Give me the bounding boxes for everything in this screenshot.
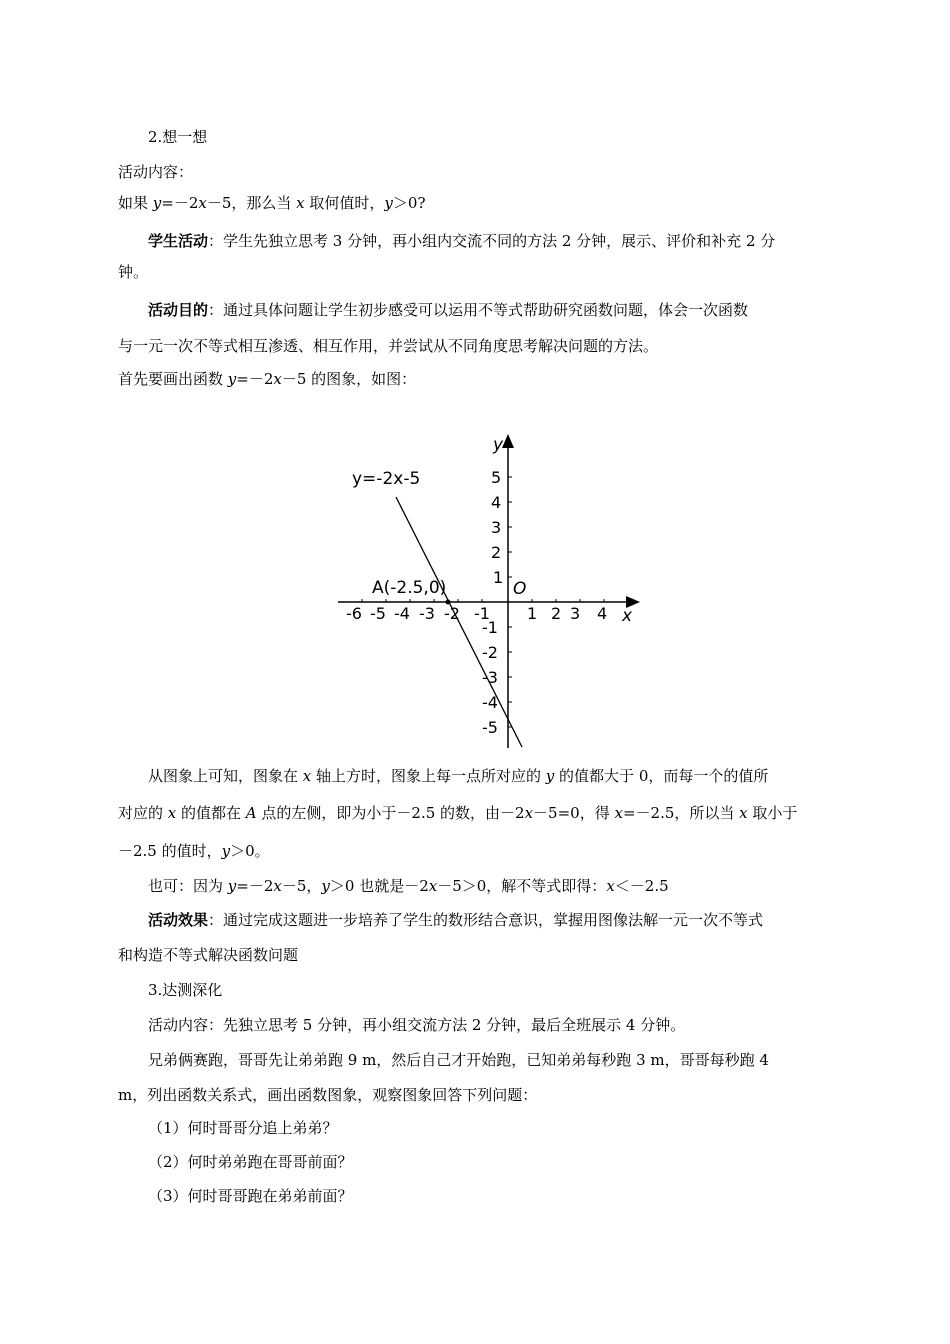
analysis-line-3: －2.5 的值时，y＞0。 bbox=[118, 842, 270, 860]
question-2: （2）何时弟弟跑在哥哥前面？ bbox=[148, 1153, 353, 1171]
y-tick-label: -1 bbox=[482, 618, 498, 637]
y-tick-label: 4 bbox=[491, 493, 502, 512]
x-axis-label: x bbox=[622, 606, 633, 626]
x-tick-label: -4 bbox=[394, 604, 410, 623]
x-tick-label: -6 bbox=[346, 604, 362, 623]
x-tick-label: -2 bbox=[444, 604, 460, 623]
function-graph bbox=[330, 430, 650, 750]
x-tick-labels bbox=[346, 604, 607, 623]
y-tick-label: -4 bbox=[482, 693, 498, 712]
x-tick-label: 2 bbox=[551, 604, 562, 623]
analysis-line-4: 也可：因为 y=－2x－5，y＞0 也就是－2x－5＞0，解不等式即得：x＜－2.5 bbox=[148, 877, 669, 895]
point-a-label: A(-2.5,0) bbox=[372, 578, 447, 598]
section-2-heading: 2.想一想 bbox=[148, 128, 208, 146]
section-3-activity: 活动内容：先独立思考 5 分钟，再小组交流方法 2 分钟，最后全班展示 4 分钟。 bbox=[148, 1016, 686, 1034]
x-tick-label: 4 bbox=[597, 604, 608, 623]
origin-label: O bbox=[513, 579, 527, 599]
y-tick-label: 5 bbox=[491, 468, 502, 487]
effect-paragraph: 活动效果：通过完成这题进一步培养了学生的数形结合意识，掌握用图像法解一元一次不等式 bbox=[148, 911, 764, 929]
student-activity-paragraph: 学生活动：学生先独立思考 3 分钟，再小组内交流不同的方法 2 分钟，展示、评价和补充 2 分 bbox=[148, 232, 776, 250]
x-tick-label: -1 bbox=[474, 604, 490, 623]
x-tick-label: -3 bbox=[419, 604, 435, 623]
graph-svg bbox=[330, 430, 650, 750]
y-tick-label: 2 bbox=[491, 543, 502, 562]
analysis-line-1: 从图象上可知，图象在 x 轴上方时，图象上每一点所对应的 y 的值都大于 0，而每一个的值所 bbox=[148, 767, 769, 785]
problem-line-2: m，列出函数关系式，画出函数图象，观察图象回答下列问题： bbox=[118, 1086, 538, 1104]
question-3: （3）何时哥哥跑在弟弟前面？ bbox=[148, 1187, 353, 1205]
y-axis-arrow bbox=[502, 434, 514, 448]
problem-line-1: 兄弟俩赛跑，哥哥先让弟弟跑 9 m，然后自己才开始跑，已知弟弟每秒跑 3 m，哥哥每秒跑 4 bbox=[148, 1051, 769, 1069]
x-tick-label: 1 bbox=[527, 604, 538, 623]
x-tick-label: -5 bbox=[370, 604, 386, 623]
question-1: （1）何时哥哥分追上弟弟？ bbox=[148, 1119, 338, 1137]
activity-content-label: 活动内容： bbox=[118, 163, 194, 181]
purpose-cont: 与一元一次不等式相互渗透、相互作用，并尝试从不同角度思考解决问题的方法。 bbox=[118, 337, 659, 355]
y-axis-label: y bbox=[493, 435, 504, 455]
student-activity-cont: 钟。 bbox=[118, 263, 149, 281]
y-tick-label: 3 bbox=[491, 518, 502, 537]
y-tick-label: -3 bbox=[482, 668, 498, 687]
purpose-label: 活动目的 bbox=[148, 301, 209, 319]
line-label: y=-2x-5 bbox=[352, 469, 421, 489]
section-3-heading: 3.达测深化 bbox=[148, 981, 223, 999]
x-tick-label: 3 bbox=[570, 604, 581, 623]
purpose-paragraph: 活动目的：通过具体问题让学生初步感受可以运用不等式帮助研究函数问题，体会一次函数 bbox=[148, 301, 749, 319]
y-tick-label: -5 bbox=[482, 718, 498, 737]
y-tick-label: -2 bbox=[482, 643, 498, 662]
student-activity-label: 学生活动 bbox=[148, 232, 209, 250]
analysis-line-2: 对应的 x 的值都在 A 点的左侧，即为小于－2.5 的数，由－2x－5=0，得 x=－2.5，所以当 x 取小于 bbox=[118, 804, 798, 822]
draw-intro: 首先要画出函数 y=－2x－5 的图象，如图： bbox=[118, 370, 417, 388]
y-tick-label: 1 bbox=[493, 568, 504, 587]
effect-label: 活动效果 bbox=[148, 911, 209, 929]
effect-cont: 和构造不等式解决函数问题 bbox=[118, 946, 299, 964]
question-text: 如果 y=－2x－5，那么当 x 取何值时，y＞0? bbox=[118, 194, 426, 212]
